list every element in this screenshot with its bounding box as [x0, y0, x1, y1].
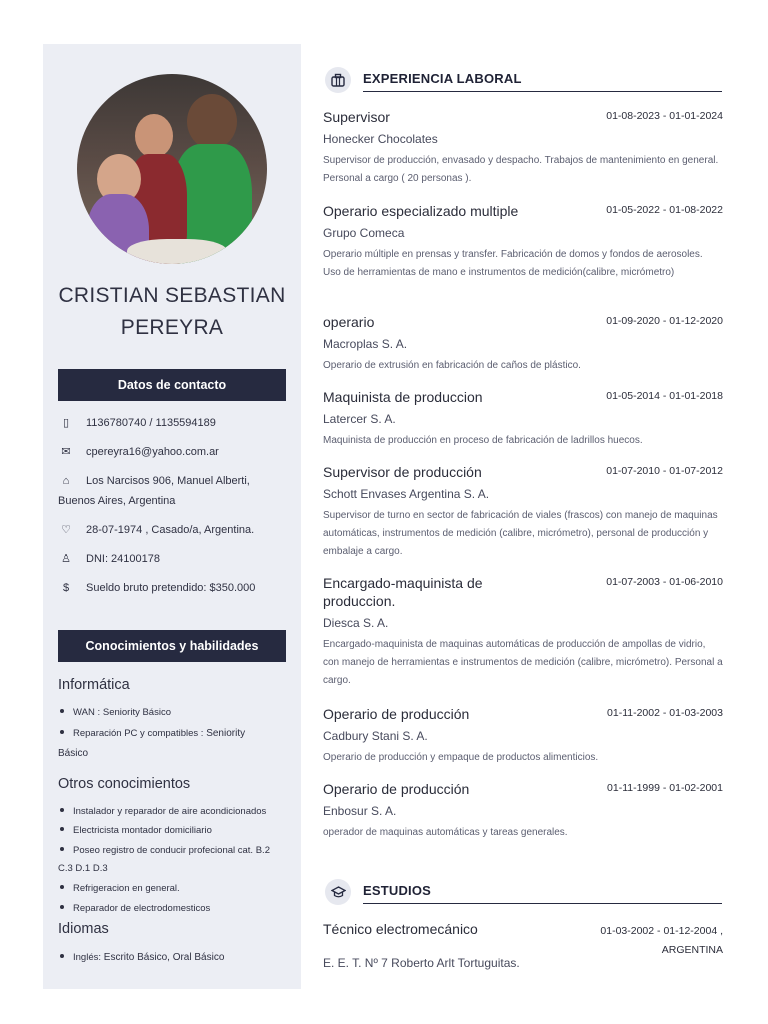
- job-dates: 01-07-2010 - 01-07-2012: [606, 465, 723, 477]
- phone-icon: ▯: [62, 417, 70, 429]
- name-line-1: CRISTIAN SEBASTIAN: [58, 284, 286, 307]
- education-school: E. E. T. Nº 7 Roberto Arlt Tortuguitas.: [323, 956, 520, 970]
- skill-item: WAN : Seniority Básico: [58, 703, 290, 722]
- skills-otros-title: Otros conocimientos: [58, 776, 191, 792]
- heart-icon: ♡: [61, 524, 71, 536]
- job-entry: [323, 108, 723, 188]
- job-description: Operario de producción y empaque de productos alimenticios.: [323, 752, 599, 763]
- job-role: Supervisor de producción: [323, 464, 482, 480]
- mail-icon: ✉: [61, 446, 71, 458]
- job-entry: [323, 388, 723, 450]
- person-icon: ♙: [61, 553, 71, 565]
- job-description: Supervisor de turno en sector de fabricación de viales (frascos) con manejo de maquinas automáticas, instrumentos de medición (calibre, micrómetro), personal de producción y embalaje a cargo.: [323, 510, 718, 557]
- job-entry: [323, 463, 723, 561]
- skills-informatica-title: Informática: [58, 677, 130, 693]
- section-divider: [363, 91, 722, 92]
- contact-phone: ▯ 1136780740 / 1135594189: [58, 413, 290, 433]
- job-dates: 01-08-2023 - 01-01-2024: [606, 110, 723, 122]
- job-role: Encargado-maquinista de produccion.: [323, 575, 483, 609]
- job-role: Operario especializado multiple: [323, 203, 519, 219]
- briefcase-icon: [325, 67, 351, 93]
- experience-heading: EXPERIENCIA LABORAL: [363, 71, 522, 86]
- name-line-2: PEREYRA: [120, 316, 224, 339]
- skill-item: Refrigeracion en general.: [58, 879, 290, 898]
- contact-address: ⌂ Los Narcisos 906, Manuel Alberti, Buenos Aires, Argentina: [58, 471, 290, 511]
- education-entry: [323, 920, 723, 971]
- job-dates: 01-07-2003 - 01-06-2010: [606, 576, 723, 588]
- job-dates: 01-05-2014 - 01-01-2018: [606, 390, 723, 402]
- job-role: Supervisor: [323, 109, 390, 125]
- job-company: Macroplas S. A.: [323, 337, 408, 351]
- job-company: Honecker Chocolates: [323, 132, 438, 146]
- job-description: Operario múltiple en prensas y transfer. Fabricación de domos y fondos de aerosoles. Uso de herramientas de mano e instrumentos de medición(calibre, micrómetro): [323, 249, 703, 278]
- job-company: Latercer S. A.: [323, 412, 396, 426]
- skills-heading: Conocimientos y habilidades: [58, 630, 286, 662]
- job-company: Diesca S. A.: [323, 616, 389, 630]
- candidate-name: [43, 280, 301, 344]
- job-role: Operario de producción: [323, 706, 470, 722]
- job-description: Maquinista de producción en proceso de fabricación de ladrillos huecos.: [323, 435, 643, 446]
- skill-item: Poseo registro de conducir profecional cat. B.2: [58, 841, 290, 860]
- language-item: Inglés: Escrito Básico, Oral Básico: [58, 948, 290, 967]
- job-entry: [323, 313, 723, 375]
- skill-item: Instalador y reparador de aire acondicionados: [58, 802, 290, 821]
- skill-item: Electricista montador domiciliario: [58, 821, 290, 840]
- job-entry: [323, 705, 723, 767]
- job-company: Enbosur S. A.: [323, 804, 397, 818]
- job-role: Operario de producción: [323, 781, 470, 797]
- job-entry: [323, 202, 723, 282]
- job-dates: 01-09-2020 - 01-12-2020: [606, 315, 723, 327]
- contact-birth: ♡ 28-07-1974 , Casado/a, Argentina.: [58, 520, 290, 540]
- job-dates: 01-05-2022 - 01-08-2022: [606, 204, 723, 216]
- job-description: Encargado-maquinista de maquinas automáticas de producción de ampollas de vidrio, con manejo de herramientas e instrumentos de medición (calibre, micrómetro). Personal a cargo.: [323, 639, 723, 686]
- job-role: Maquinista de produccion: [323, 389, 483, 405]
- job-description: operador de maquinas automáticas y tareas generales.: [323, 827, 568, 838]
- job-entry: [323, 780, 723, 842]
- job-company: Grupo Comeca: [323, 226, 405, 240]
- graduation-cap-icon: [325, 879, 351, 905]
- section-divider: [363, 903, 722, 904]
- job-role: operario: [323, 314, 375, 330]
- job-company: Cadbury Stani S. A.: [323, 729, 428, 743]
- education-heading: ESTUDIOS: [363, 883, 432, 898]
- skill-item: Reparación PC y compatibles : Seniority: [58, 724, 290, 743]
- job-dates: 01-11-1999 - 01-02-2001: [607, 782, 723, 794]
- education-dates: 01-03-2002 - 01-12-2004 , ARGENTINA: [600, 922, 723, 960]
- contact-salary: $ Sueldo bruto pretendido: $350.000: [58, 578, 290, 598]
- job-description: Operario de extrusión en fabricación de caños de plástico.: [323, 360, 581, 371]
- job-description: Supervisor de producción, envasado y despacho. Trabajos de mantenimiento en general. Personal a cargo ( 20 personas ).: [323, 155, 719, 184]
- contact-dni: ♙ DNI: 24100178: [58, 549, 290, 569]
- contact-email: ✉ cpereyra16@yahoo.com.ar: [58, 442, 290, 462]
- skill-item-cont: C.3 D.1 D.3: [58, 863, 108, 874]
- skill-item-cont: Básico: [58, 748, 89, 759]
- profile-photo: [77, 74, 267, 264]
- education-title: Técnico electromecánico: [323, 921, 478, 937]
- job-dates: 01-11-2002 - 01-03-2003: [607, 707, 723, 719]
- dollar-icon: $: [62, 582, 70, 594]
- contact-heading: Datos de contacto: [58, 369, 286, 401]
- skills-idiomas-title: Idiomas: [58, 921, 109, 937]
- home-icon: ⌂: [62, 475, 70, 487]
- job-entry: [323, 574, 723, 690]
- job-company: Schott Envases Argentina S. A.: [323, 487, 490, 501]
- skill-item: Reparador de electrodomesticos: [58, 899, 290, 918]
- sidebar: [43, 44, 301, 989]
- education-location: ARGENTINA: [661, 944, 723, 956]
